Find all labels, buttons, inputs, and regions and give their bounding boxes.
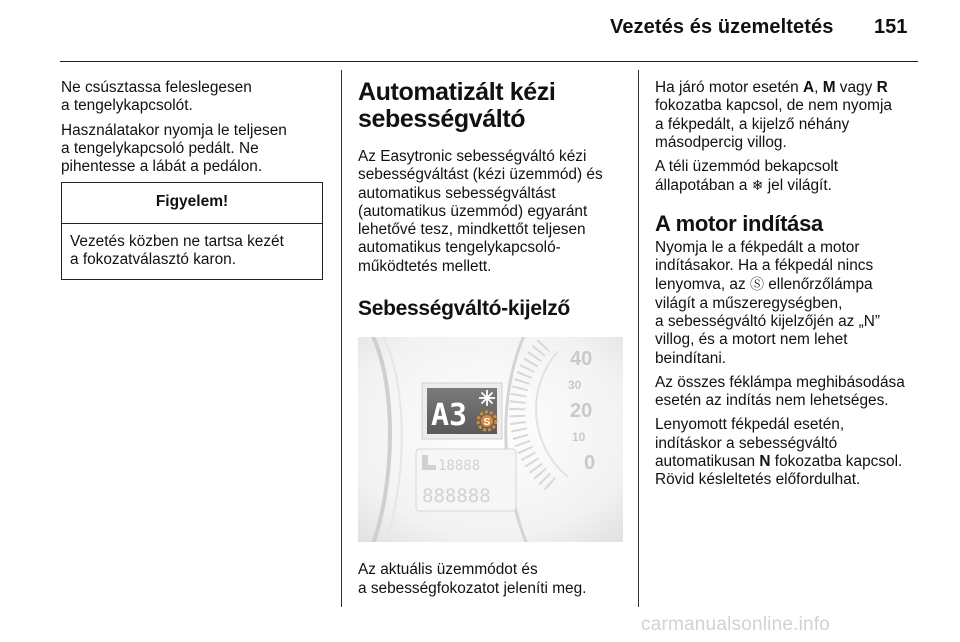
snowflake-symbol-icon: ❄: [751, 177, 764, 194]
paragraph-brake-pedal: Nyomja le a fékpedált a motor indításakor. Ha a fékpedál nincs lenyomva, az Ⓢ ellenőrzőlámpa világít a műszeregységben, a sebességváltó kijelzőjén az „N” villog, és a motort nem lehet beindítani.: [655, 238, 880, 367]
instrument-cluster-illustration: [358, 337, 623, 542]
column-divider-1: [341, 70, 342, 607]
warning-text: Vezetés közben ne tartsa kezét a fokozatválasztó karon.: [70, 232, 284, 269]
section-heading-automated-gearbox: Automatizált kézi sebességváltó: [358, 78, 556, 133]
paragraph-brake-lamp-failure: Az összes féklámpa meghibásodása esetén az indítás nem lehetséges.: [655, 373, 905, 410]
figure-caption: Az aktuális üzemmódot és a sebességfokozatot jeleníti meg.: [358, 561, 587, 597]
key-m: M: [822, 79, 836, 96]
watermark-text: carmanualsonline.info: [641, 614, 831, 635]
page-number: 151: [874, 16, 908, 38]
key-r: R: [876, 79, 888, 96]
scale-label-20: 20: [570, 400, 593, 423]
column-divider-2: [638, 70, 639, 607]
warning-lamp-symbol-icon: Ⓢ: [749, 276, 764, 293]
scale-label-30: 30: [568, 378, 582, 393]
warning-box: [61, 182, 323, 280]
paragraph-clutch-2: Használatakor nyomja le teljesen a tengelykapcsoló pedált. Ne pihentesse a lábát a pedálon.: [61, 121, 287, 176]
column-2: [358, 79, 630, 604]
paragraph-clutch-1: Ne csúsztassa feleslegesen a tengelykapcsolót.: [61, 79, 252, 115]
paragraph-flashing-display: Ha járó motor esetén A, M vagy R fokozatba kapcsol, de nem nyomja a fékpedált, a kijelző néhány másodpercig villog.: [655, 79, 892, 151]
paragraph-auto-neutral: Lenyomott fékpedál esetén, indításkor a sebességváltó automatikusan N fokozatba kapcsol. Rövid késleltetés előfordulhat.: [655, 416, 903, 489]
column-1: [61, 79, 331, 280]
paragraph-winter-mode: A téli üzemmód bekapcsolt állapotában a ❄ jel világít.: [655, 158, 839, 195]
header-rule: [60, 61, 918, 62]
scale-label-40: 40: [570, 348, 593, 371]
paragraph-easytronic: Az Easytronic sebességváltó kézi sebességváltást (kézi üzemmód) és automatikus sebességváltást (automatikus üzemmód) egyaránt lehetővé tesz, mindkettőt teljesen automatikus tengelykapcsoló- működtetés mellett.: [358, 148, 603, 275]
section-heading-engine-start: A motor indítása: [655, 210, 823, 236]
svg-text:S: S: [483, 417, 491, 429]
scale-label-10: 10: [572, 430, 586, 445]
subheading-gearbox-display: Sebességváltó-kijelző: [358, 297, 570, 321]
gearbox-display-figure: [358, 337, 630, 547]
gear-display-text: A3: [431, 398, 468, 434]
segment-display-bottom: 888888: [422, 485, 491, 508]
scale-label-0: 0: [584, 452, 596, 475]
warning-title: Figyelem!: [62, 183, 322, 223]
column-3: [655, 79, 923, 496]
page-header-title: Vezetés és üzemeltetés: [610, 16, 834, 38]
key-a: A: [803, 79, 815, 96]
key-n: N: [759, 453, 771, 471]
segment-display-top: 18888: [438, 458, 481, 475]
